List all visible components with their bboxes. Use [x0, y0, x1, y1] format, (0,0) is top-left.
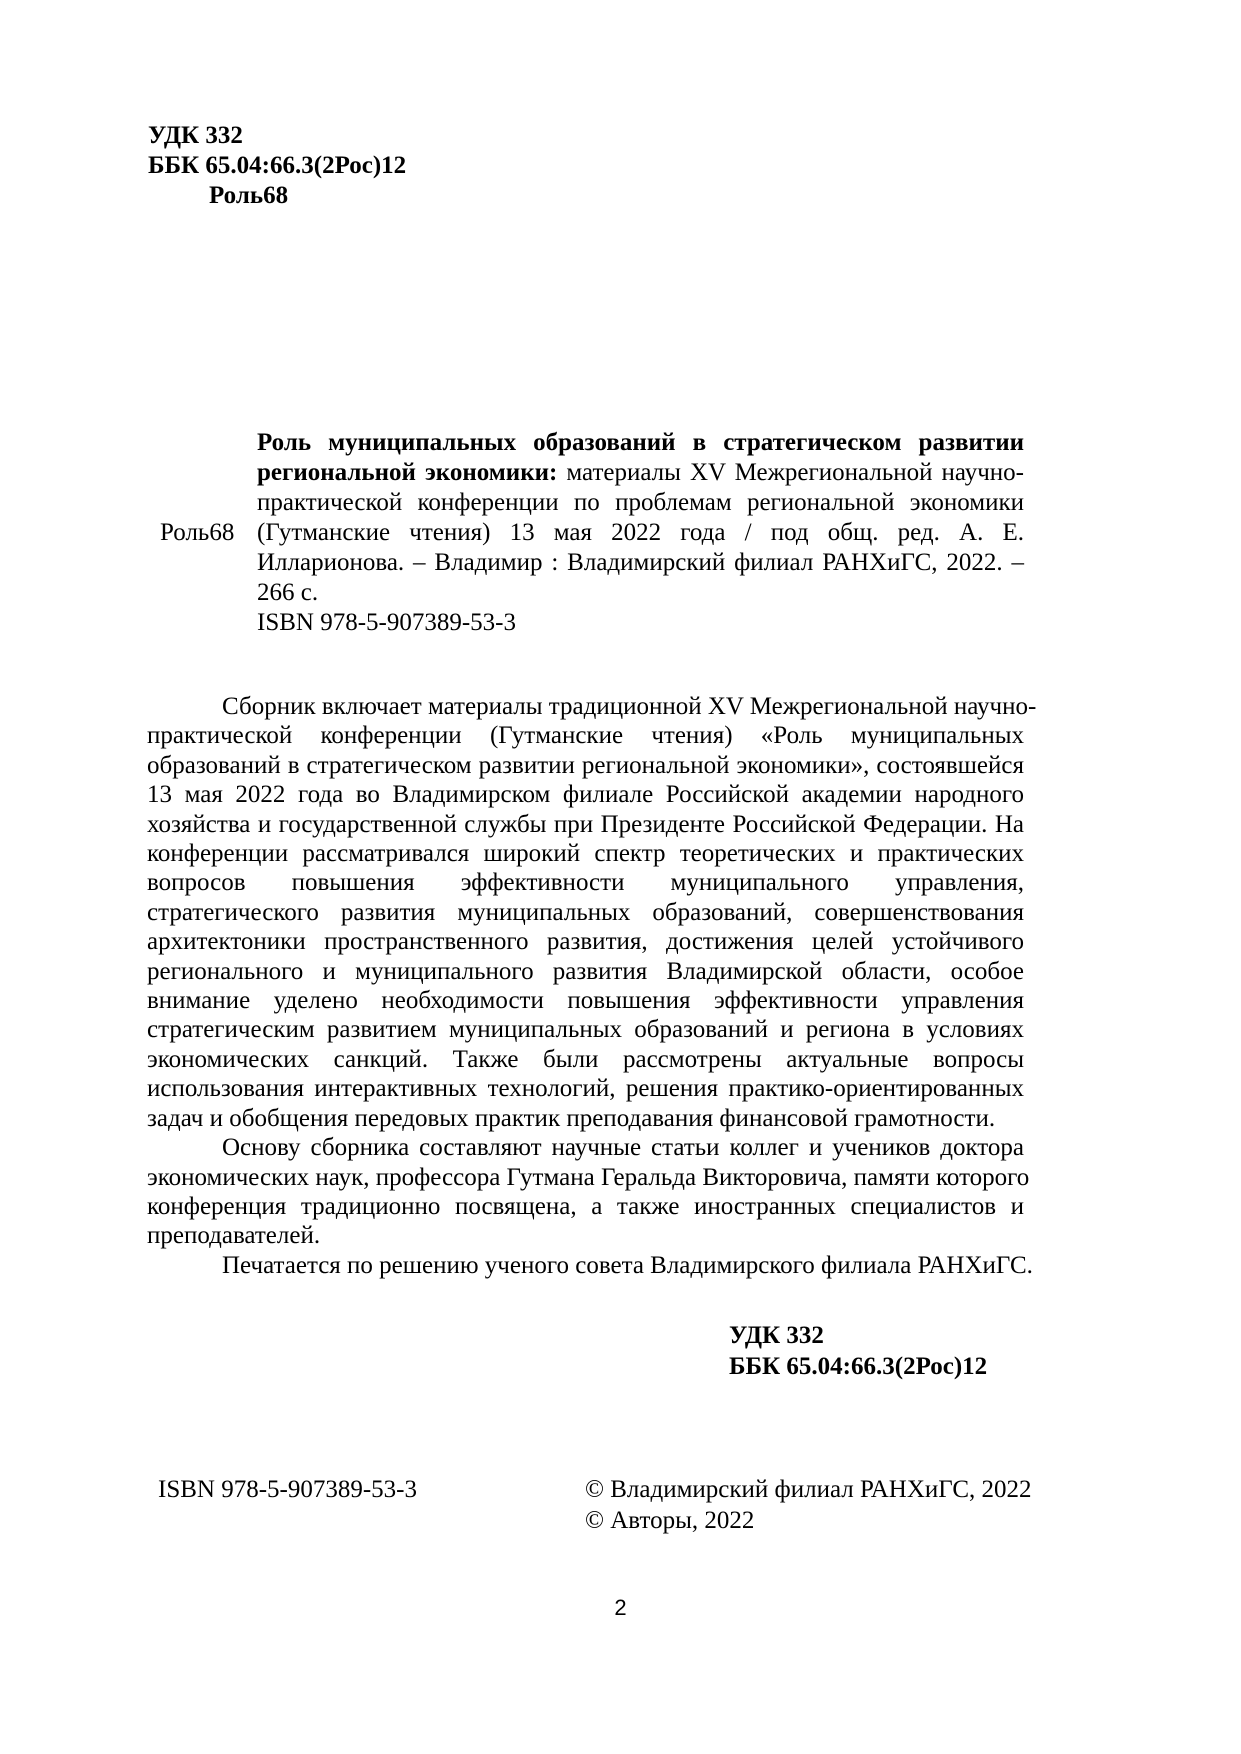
abstract-line: экономических наук, профессора Гутмана Геральда Викторовича, памяти которого: [147, 1163, 1030, 1191]
card-line: Илларионова. – Владимир : Владимирский филиал РАНХиГС, 2022. –: [257, 549, 1024, 576]
udk-code: УДК 332: [729, 1322, 824, 1349]
header-codes: [148, 121, 406, 211]
abstract-line: образований в стратегическом развитии региональной экономики», состоявшейся: [147, 751, 1024, 779]
abstract-line: использования интерактивных технологий, решения практико-ориентированных: [147, 1075, 1024, 1103]
abstract-line: практической конференции (Гутманские чтения) «Роль муниципальных: [147, 722, 1024, 750]
abstract-line: экономических санкций. Также были рассмотрены актуальные вопросы: [147, 1045, 1024, 1073]
abstract-line: хозяйства и государственной службы при Президенте Российской Федерации. На: [147, 810, 1024, 838]
abstract-line: конференция традиционно посвящена, а также иностранных специалистов и: [147, 1192, 1024, 1220]
copyright-line: © Авторы, 2022: [585, 1507, 755, 1534]
abstract-line: Основу сборника составляют научные статьи коллег и учеников доктора: [222, 1134, 1024, 1162]
bbk-code: ББК 65.04:66.3(2Рос)12: [729, 1353, 988, 1380]
copyright: [585, 1474, 1032, 1536]
abstract-line: вопросов повышения эффективности муниципального управления,: [147, 869, 1024, 897]
udk-code: УДК 332: [148, 122, 243, 149]
bbk-code: ББК 65.04:66.3(2Рос)12: [148, 152, 407, 179]
abstract-line: стратегического развития муниципальных образований, совершенствования: [147, 898, 1024, 926]
card-line: практической конференции по проблемам региональной экономики: [257, 489, 1024, 516]
abstract-line: внимание уделено необходимости повышения эффективности управления: [147, 987, 1024, 1015]
abstract-line: стратегическим развитием муниципальных образований и региона в условиях: [147, 1016, 1024, 1044]
abstract-line: преподавателей.: [147, 1222, 321, 1250]
card-author-sign: Роль68: [160, 519, 235, 546]
abstract-line: конференции рассматривался широкий спектр теоретических и практических: [147, 840, 1024, 868]
abstract: [147, 692, 1037, 1280]
copyright-line: © Владимирский филиал РАНХиГС, 2022: [585, 1476, 1032, 1503]
card-line: региональной экономики: материалы XV Межрегиональной научно-: [257, 459, 1024, 486]
abstract-line: Сборник включает материалы традиционной XV Межрегиональной научно-: [222, 693, 1037, 720]
page-number: 2: [614, 1595, 627, 1620]
abstract-line: архитектоники пространственного развития, достижения целей устойчивого: [147, 928, 1024, 956]
isbn: ISBN 978-5-907389-53-3: [158, 1476, 418, 1503]
catalog-card: [257, 428, 1024, 638]
author-sign: Роль68: [209, 182, 289, 209]
abstract-line: 13 мая 2022 года во Владимирском филиале Российской академии народного: [147, 781, 1024, 809]
card-line: 266 с.: [257, 579, 319, 606]
card-line: Роль муниципальных образований в стратегическом развитии: [257, 429, 1024, 456]
card-line: (Гутманские чтения) 13 мая 2022 года / под общ. ред. А. Е.: [257, 519, 1024, 546]
abstract-line: Печатается по решению ученого совета Владимирского филиала РАНХиГС.: [222, 1251, 1033, 1279]
abstract-line: регионального и муниципального развития Владимирской области, особое: [147, 957, 1024, 985]
card-isbn: ISBN 978-5-907389-53-3: [257, 609, 517, 636]
abstract-line: задач и обобщения передовых практик преподавания финансовой грамотности.: [147, 1104, 996, 1132]
codes-bottom: [729, 1320, 987, 1382]
